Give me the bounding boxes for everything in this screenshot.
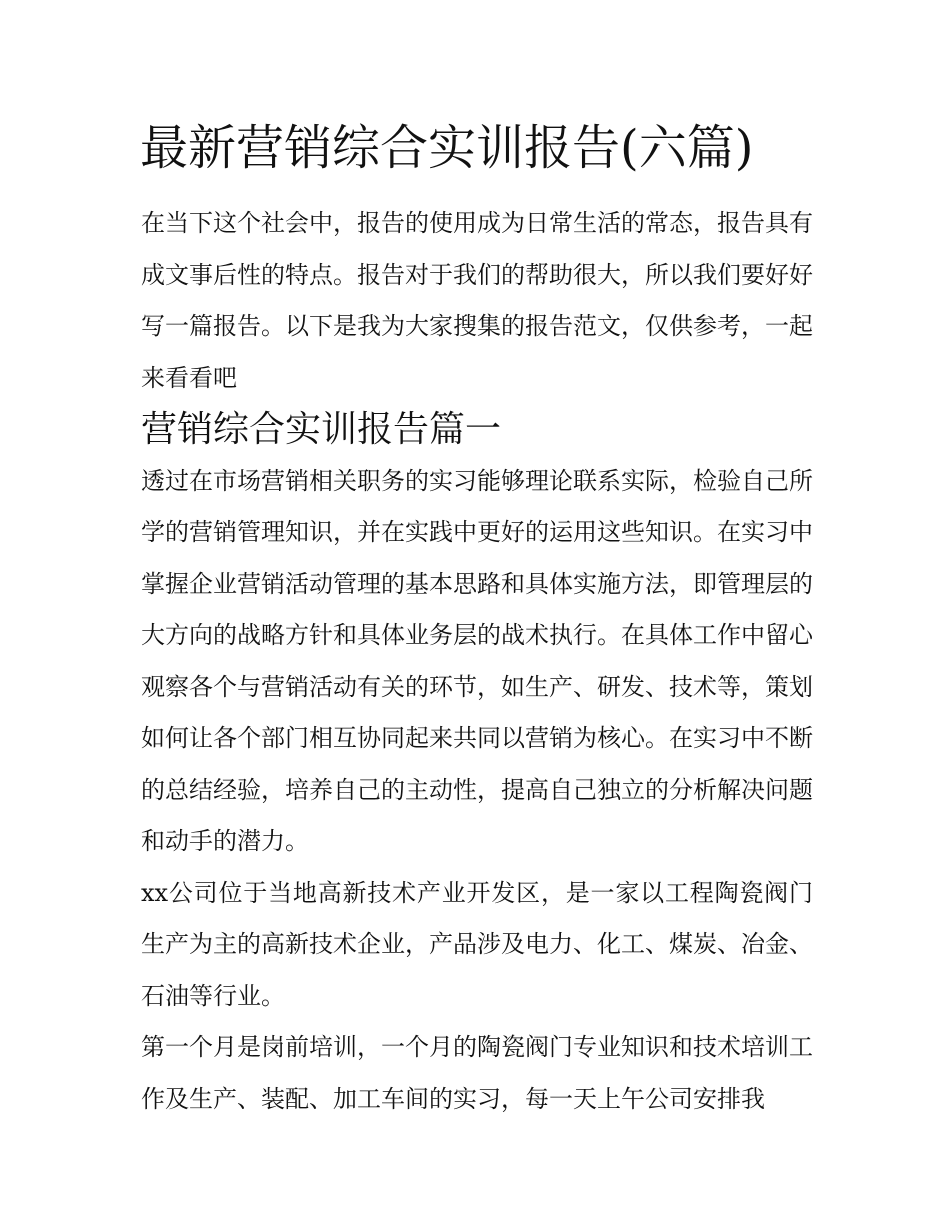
document-title: 最新营销综合实训报告(六篇) (140, 120, 754, 176)
body-paragraph: 第一个月是岗前培训，一个月的陶瓷阀门专业知识和技术培训工作及生产、装配、加工车间的实习，每一天上午公司安排我 (141, 1033, 813, 1113)
body-paragraph: 透过在市场营销相关职务的实习能够理论联系实际，检验自己所学的营销管理知识，并在实践中更好的运用这些知识。在实习中掌握企业营销活动管理的基本思路和具体实施方法，即管理层的大方向的战略方针和具体业务层的战术执行。在具体工作中留心观察各个与营销活动有关的环节，如生产、研发、技术等，策划如何让各个部门相互协同起来共同以营销为核心。在实习中不断的总结经验，培养自己的主动性，提高自己独立的分析解决问题和动手的潜力。 (141, 466, 813, 855)
body-paragraph: xx公司位于当地高新技术产业开发区，是一家以工程陶瓷阀门生产为主的高新技术企业，产品涉及电力、化工、煤炭、冶金、石油等行业。 (141, 878, 813, 1010)
section-heading: 营销综合实训报告篇一 (141, 409, 502, 450)
document-body (141, 198, 813, 1125)
intro-paragraph: 在当下这个社会中，报告的使用成为日常生活的常态，报告具有成文事后性的特点。报告对于我们的帮助很大，所以我们要好好写一篇报告。以下是我为大家搜集的报告范文，仅供参考，一起来看看吧 (141, 209, 813, 392)
